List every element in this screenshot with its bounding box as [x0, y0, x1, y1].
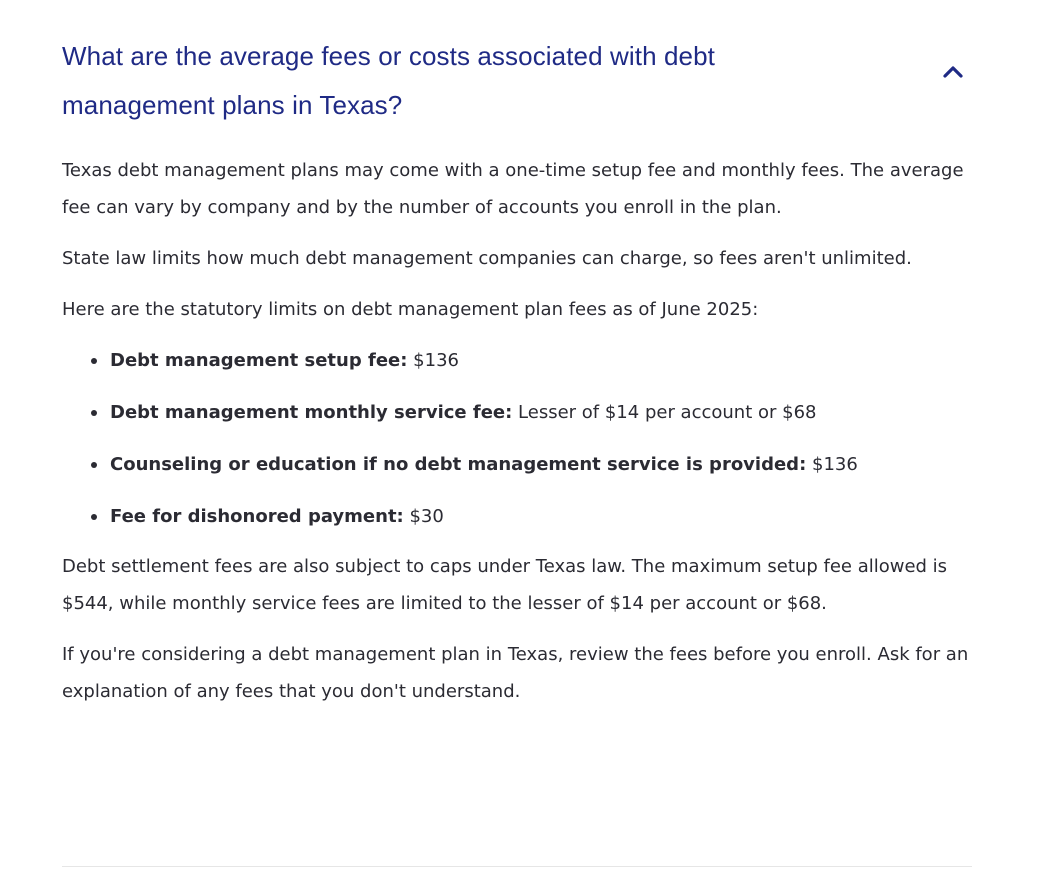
answer-paragraph: Debt settlement fees are also subject to caps under Texas law. The maximum setup fee allowed is $544, while monthly service fees are limited to the lesser of $14 per account or $68. [62, 556, 948, 614]
bullet-icon [91, 514, 97, 520]
divider [62, 866, 972, 867]
faq-accordion-header[interactable] [62, 28, 1012, 128]
list-item [110, 394, 982, 431]
fee-label: Counseling or education if no debt management service is provided: [110, 454, 807, 475]
faq-question[interactable]: What are the average fees or costs associated with debt management plans in Texas? [62, 41, 715, 120]
list-item [110, 446, 982, 483]
fee-value: $136 [806, 454, 858, 475]
fee-value: $30 [403, 506, 444, 527]
list-item [110, 498, 982, 535]
chevron-up-icon-glyph [942, 65, 964, 79]
chevron-up-icon[interactable] [938, 60, 968, 84]
fee-label: Debt management monthly service fee: [110, 402, 513, 423]
answer-paragraph: If you're considering a debt management plan in Texas, review the fees before you enroll. Ask for an explanation of any fees that you don't understand. [62, 644, 969, 702]
bullet-icon [91, 358, 97, 364]
fee-value: Lesser of $14 per account or $68 [512, 402, 817, 423]
list-item [110, 342, 982, 379]
bullet-icon [91, 410, 97, 416]
fee-label: Debt management setup fee: [110, 350, 408, 371]
fee-value: $136 [407, 350, 459, 371]
answer-paragraph: State law limits how much debt management companies can charge, so fees aren't unlimited. [62, 248, 912, 269]
answer-paragraph: Here are the statutory limits on debt management plan fees as of June 2025: [62, 299, 759, 320]
fee-limits-list [62, 342, 982, 535]
fee-label: Fee for dishonored payment: [110, 506, 404, 527]
answer-paragraph: Texas debt management plans may come with a one-time setup fee and monthly fees. The average fee can vary by company and by the number of accounts you enroll in the plan. [62, 160, 964, 218]
faq-answer [62, 152, 982, 724]
bullet-icon [91, 462, 97, 468]
